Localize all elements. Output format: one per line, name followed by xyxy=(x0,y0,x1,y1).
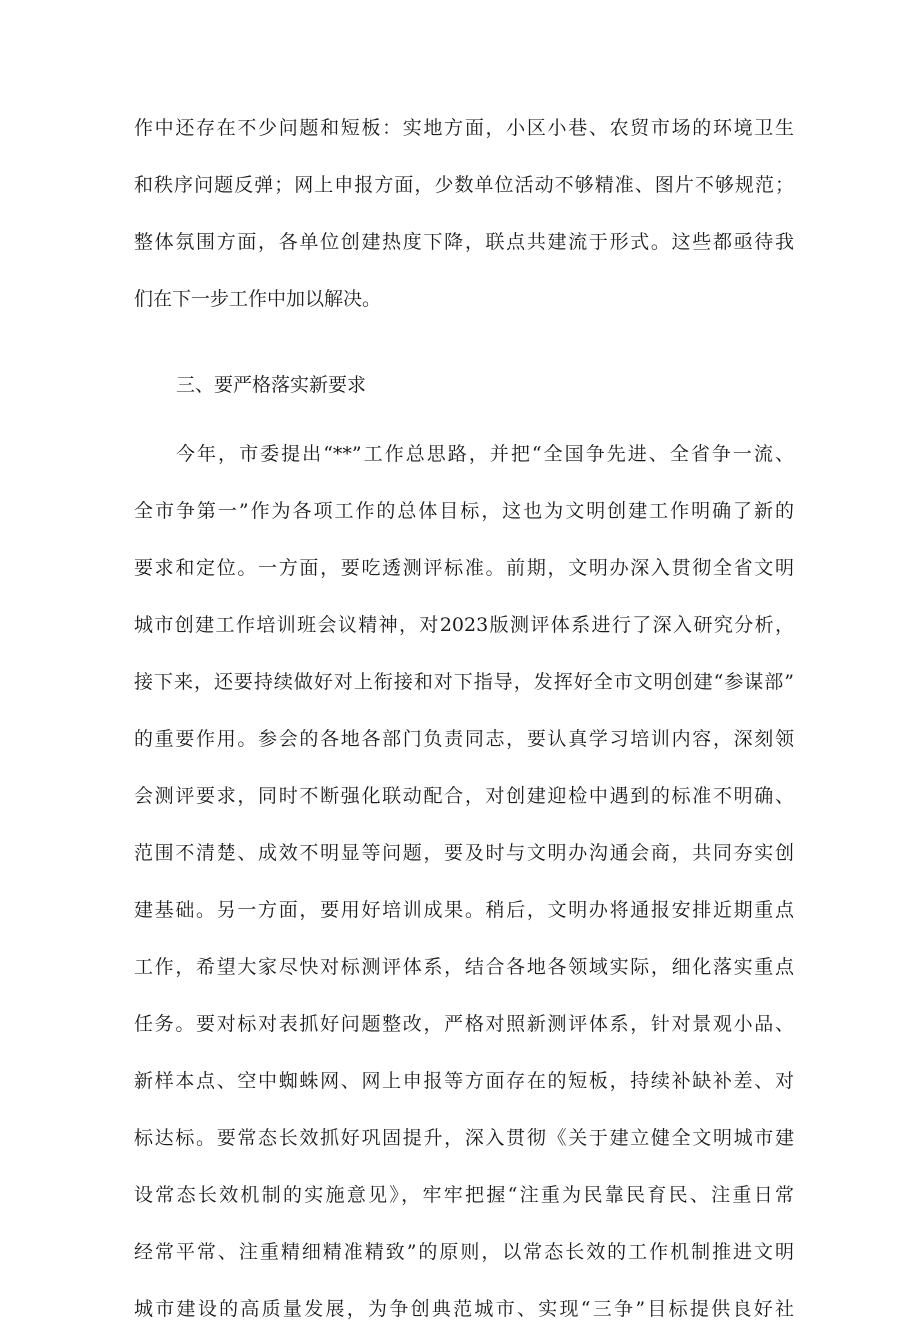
paragraph-1-line: 和秩序问题反弹；网上申报方面，少数单位活动不够精准、图片不够规范； xyxy=(134,174,794,196)
paragraph-2-line: 标达标。要常态长效抓好巩固提升，深入贯彻《关于建立健全文明城市建 xyxy=(134,1127,794,1149)
paragraph-2-line: 会测评要求，同时不断强化联动配合，对创建迎检中遇到的标准不明确、 xyxy=(134,785,794,807)
paragraph-1-line: 作中还存在不少问题和短板：实地方面，小区小巷、农贸市场的环境卫生 xyxy=(134,117,794,139)
paragraph-2-line: 经常平常、注重精细精准精致”的原则，以常态长效的工作机制推进文明 xyxy=(134,1241,794,1263)
paragraph-1-line: 整体氛围方面，各单位创建热度下降，联点共建流于形式。这些都亟待我 xyxy=(134,231,794,253)
section-heading: 三、要严格落实新要求 xyxy=(176,374,367,396)
paragraph-2-line: 全市争第一”作为各项工作的总体目标，这也为文明创建工作明确了新的 xyxy=(134,500,794,522)
paragraph-2-line: 建基础。另一方面，要用好培训成果。稍后，文明办将通报安排近期重点 xyxy=(134,899,794,921)
paragraph-2-line: 范围不清楚、成效不明显等问题，要及时与文明办沟通会商，共同夯实创 xyxy=(134,842,794,864)
paragraph-2-line: 任务。要对标对表抓好问题整改，严格对照新测评体系，针对景观小品、 xyxy=(134,1013,794,1035)
paragraph-2-line: 设常态长效机制的实施意见》，牢牢把握“注重为民靠民育民、注重日常 xyxy=(134,1184,794,1206)
paragraph-2-line: 要求和定位。一方面，要吃透测评标准。前期，文明办深入贯彻全省文明 xyxy=(134,557,794,579)
paragraph-2-line: 工作，希望大家尽快对标测评体系，结合各地各领域实际，细化落实重点 xyxy=(134,956,794,978)
paragraph-2-line: 城市创建工作培训班会议精神，对2023版测评体系进行了深入研究分析， xyxy=(134,614,794,636)
paragraph-1-line: 们在下一步工作中加以解决。 xyxy=(134,288,382,310)
paragraph-2-line: 接下来，还要持续做好对上衔接和对下指导，发挥好全市文明创建“参谋部” xyxy=(134,671,794,693)
paragraph-2-line: 今年，市委提出“**”工作总思路，并把“全国争先进、全省争一流、 xyxy=(176,443,794,465)
paragraph-2-line: 新样本点、空中蜘蛛网、网上申报等方面存在的短板，持续补缺补差、对 xyxy=(134,1070,794,1092)
paragraph-2-line: 城市建设的高质量发展，为争创典范城市、实现“三争”目标提供良好社 xyxy=(134,1298,794,1320)
paragraph-2-line: 的重要作用。参会的各地各部门负责同志，要认真学习培训内容，深刻领 xyxy=(134,728,794,750)
